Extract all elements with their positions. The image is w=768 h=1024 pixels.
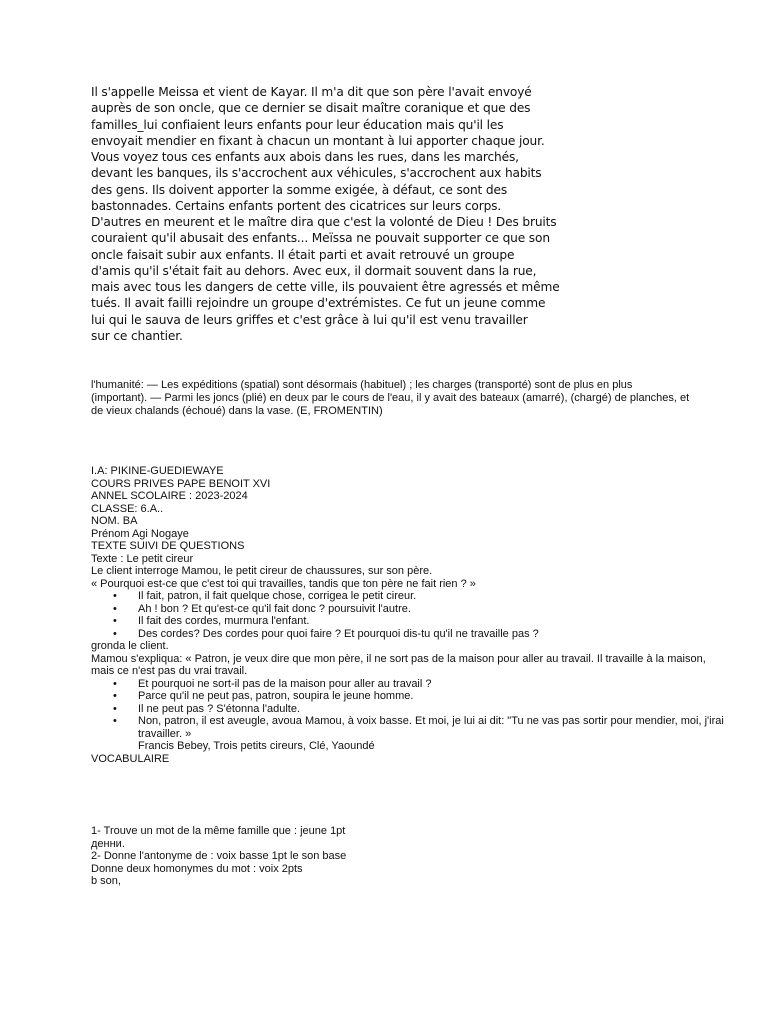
list-item: • Ah ! bon ? Et qu'est-ce qu'il fait donc ? poursuivit l'autre.	[138, 603, 731, 616]
worksheet	[91, 465, 731, 765]
question-2: 2- Donne l'antonyme de : voix basse 1pt le son base	[91, 850, 347, 862]
student-name: NOM. BA	[91, 515, 138, 527]
story-line: bastonnades. Certains enfants portent des cicatrices sur leurs corps.	[91, 198, 502, 213]
vocabulary-heading: VOCABULAIRE	[91, 752, 170, 765]
story-line: mais avec tous les dangers de cette ville, ils pouvaient être agressés et même	[91, 280, 560, 294]
questions	[91, 825, 591, 888]
section-title: TEXTE SUIVI DE QUESTIONS	[91, 540, 245, 552]
story-line: tués. Il avait failli rejoindre un groupe d'extrémistes. Ce fut un jeune comme	[91, 296, 546, 311]
class-label: CLASSE: 6.A..	[91, 502, 164, 515]
text-title: Texte : Le petit cireur	[91, 552, 194, 565]
story-line: familles_lui confiaient leurs enfants pour leur éducation mais qu'il les	[91, 117, 504, 132]
grammar-exercise: l'humanité: — Les expéditions (spatial) sont désormais (habituel) ; les charges (transporté) sont de plus en plus (important). — Parmi les joncs (plié) en deux par le cours de l'eau, il y avait des bateaux (amarré), (chargé) de planches, et de vieux chalands (échoué) dans la vase. (E, FROMENTIN)	[91, 379, 690, 417]
story-line: Vous voyez tous ces enfants aux abois dans les rues, dans les marchés,	[91, 150, 519, 164]
student-firstname: Prénom Agi Nogaye	[91, 527, 189, 540]
story-line: sur ce chantier.	[91, 328, 183, 343]
story-paragraph	[91, 84, 560, 344]
list-item: • Et pourquoi ne sort-il pas de la maison pour aller au travail ?	[138, 678, 731, 691]
school-year: ANNEL SCOLAIRE : 2023-2024	[91, 490, 248, 502]
list-item: • Il fait, patron, il fait quelque chose, corrigea le petit cireur.	[138, 590, 731, 603]
question-1: 1- Trouve un mot de la même famille que : jeune 1pt	[91, 825, 346, 837]
story-line: couraient qu'il abusait des enfants... Meïssa ne pouvait supporter ce que son	[91, 231, 550, 246]
story-line: oncle faisait subir aux enfants. Il était parti et avait retrouvé un groupe	[91, 247, 515, 262]
text-intro: Le client interroge Mamou, le petit cireur de chaussures, sur son père.	[91, 565, 433, 577]
dialogue-list-2	[91, 678, 731, 741]
list-item: • Des cordes? Des cordes pour quoi faire ? Et pourquoi dis-tu qu'il ne travaille pas ?	[138, 628, 731, 641]
text-line: gronda le client.	[91, 640, 169, 652]
story-line: D'autres en meurent et le maître dira que c'est la volonté de Dieu ! Des bruits	[91, 215, 557, 229]
dialogue-list-1	[91, 590, 731, 640]
story-line: d'amis qu'il s'était fait au dehors. Avec eux, il dormait souvent dans la rue,	[91, 263, 537, 278]
story-line: auprès de son oncle, que ce dernier se disait maître coranique et que des	[91, 101, 531, 116]
list-item: • Il fait des cordes, murmura l'enfant.	[138, 615, 731, 628]
story-line: lui qui le sauva de leurs griffes et c'est grâce à lui qu'il est venu travailler	[91, 312, 528, 327]
story-line: des gens. Ils doivent apporter la somme exigée, à défaut, ce sont des	[91, 182, 508, 197]
answer-3: b son,	[91, 875, 121, 887]
question-3: Donne deux homonymes du mot : voix 2pts	[91, 862, 303, 875]
answer-1: денни.	[91, 837, 125, 850]
story-line: Il s'appelle Meissa et vient de Kayar. Il m'a dit que son père l'avait envoyé	[91, 85, 532, 99]
story-line: envoyait mendier en fixant à chacun un montant à lui apporter chaque jour.	[91, 133, 545, 148]
list-item: • Il ne peut pas ? S'étonna l'adulte.	[138, 703, 731, 716]
text-line: Mamou s'expliqua: « Patron, je veux dire que mon père, il ne sort pas de la maison pour aller au travail. Il travaille à la maison, mais ce n'est pas du vrai travail.	[91, 652, 706, 677]
list-item: • Non, patron, il est aveugle, avoua Mamou, à voix basse. Et moi, je lui ai dit: "Tu ne vas pas sortir pour mendier, moi, j'irai travailler. »	[138, 715, 731, 740]
text-source: Francis Bebey, Trois petits cireurs, Clé, Yaoundé	[138, 740, 375, 752]
list-item: • Parce qu'il ne peut pas, patron, soupira le jeune homme.	[138, 690, 731, 703]
school-name: COURS PRIVES PAPE BENOIT XVI	[91, 477, 271, 490]
inspection-academy: I.A: PIKINE-GUEDIEWAYE	[91, 465, 224, 477]
story-line: devant les banques, ils s'accrochent aux véhicules, s'accrochent aux habits	[91, 166, 542, 181]
text-question: « Pourquoi est-ce que c'est toi qui travailles, tandis que ton père ne fait rien ? »	[91, 577, 476, 590]
